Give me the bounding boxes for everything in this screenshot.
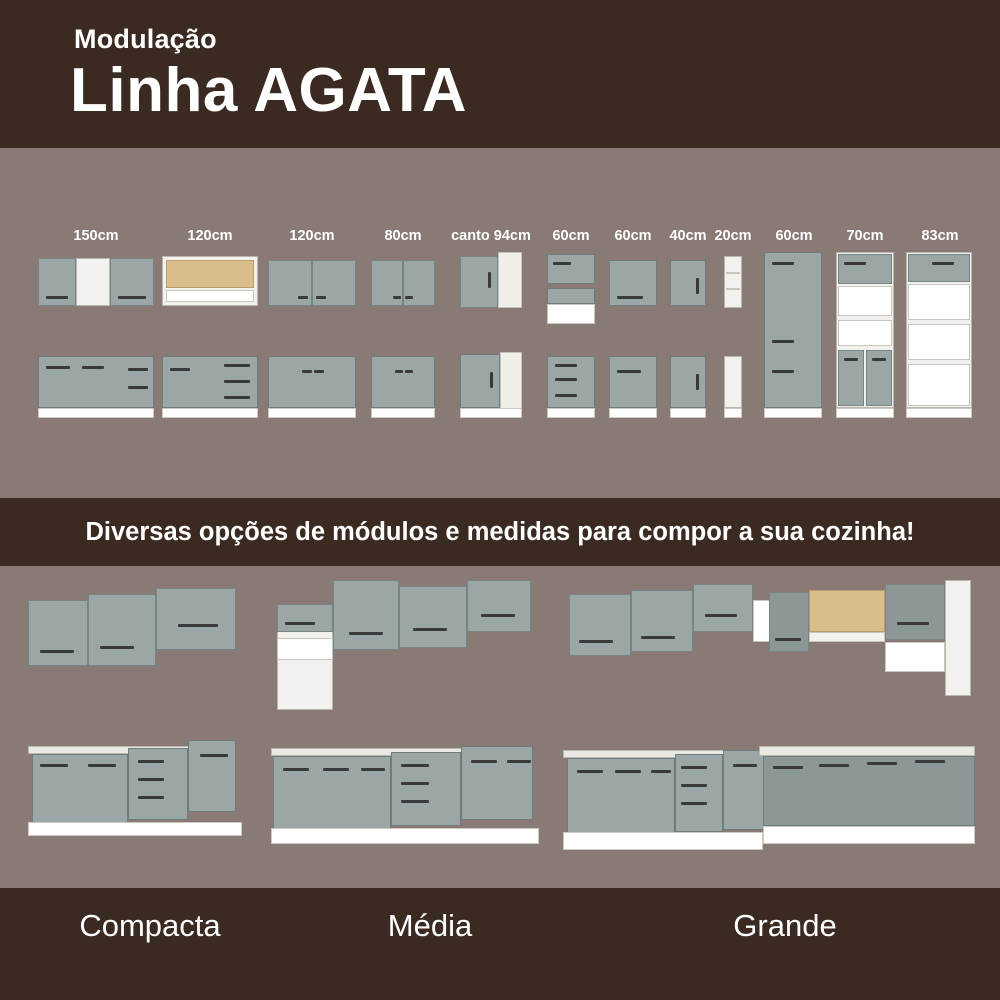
cabinet-door <box>399 586 467 648</box>
door-handle <box>617 296 643 299</box>
cabinet-plinth <box>836 408 894 418</box>
cabinet-body <box>128 748 188 820</box>
door-handle <box>867 762 897 765</box>
drawer-handle <box>224 364 250 367</box>
door-handle <box>488 272 491 288</box>
lower-run <box>28 734 236 844</box>
lower-cabinet-60b <box>609 356 657 418</box>
cabinet-door <box>268 260 312 306</box>
door-handle <box>772 370 794 373</box>
kitchen-label-media: Média <box>387 908 473 943</box>
upper-open-shelf-120 <box>162 256 258 306</box>
cabinet-door <box>403 260 435 306</box>
door-handle <box>772 340 794 343</box>
cabinet-side-panel <box>500 352 522 410</box>
door-handle <box>507 760 531 763</box>
module-size-label: 120cm <box>187 228 233 244</box>
drawer-handle <box>681 802 707 805</box>
cabinet-door <box>88 594 156 666</box>
door-handle <box>323 768 349 771</box>
footer-bar <box>0 888 1000 1000</box>
drawer-handle <box>138 778 164 781</box>
cabinet-door <box>769 592 809 652</box>
door-handle <box>915 760 945 763</box>
drawer-handle <box>681 766 707 769</box>
oven-niche <box>838 320 892 346</box>
door-handle <box>128 368 148 371</box>
lower-cabinet-40 <box>670 356 706 418</box>
module-size-label: 20cm <box>714 228 752 244</box>
door-handle <box>615 770 641 773</box>
upper-run <box>271 580 539 690</box>
open-shelf-unit <box>724 256 742 308</box>
door-handle <box>178 624 218 627</box>
modules-band <box>0 148 1000 498</box>
cabinet-plinth <box>28 822 242 836</box>
door-handle <box>844 262 866 265</box>
door-handle <box>118 296 146 299</box>
oven-niche <box>838 286 892 316</box>
cabinet-door <box>908 254 970 282</box>
drawer-handle <box>82 366 104 369</box>
shelf-board <box>726 288 740 290</box>
module-size-label: 83cm <box>921 228 959 244</box>
wood-panel <box>809 590 885 632</box>
cabinet-body <box>38 356 154 408</box>
cabinet-plinth <box>38 408 154 418</box>
cabinet-plinth <box>763 826 975 844</box>
cabinet-plinth <box>724 408 742 418</box>
cabinet-plinth <box>371 408 435 418</box>
cabinet-door <box>547 288 595 304</box>
upper-cabinet-40 <box>670 260 706 306</box>
upper-cabinet-80 <box>371 260 435 306</box>
drawer-handle <box>681 784 707 787</box>
door-handle <box>579 640 613 643</box>
door-handle <box>40 650 74 653</box>
cabinet-side-panel <box>498 252 522 308</box>
door-handle <box>170 368 190 371</box>
module-size-label: 60cm <box>552 228 590 244</box>
door-handle <box>395 370 403 373</box>
cabinet-door <box>371 260 403 306</box>
door-handle <box>577 770 603 773</box>
lower-cabinet-60-drawers <box>547 356 595 418</box>
door-handle <box>641 636 675 639</box>
cabinet-plinth <box>764 408 822 418</box>
door-handle <box>200 754 228 757</box>
kitchen-label-grande: Grande <box>733 908 837 943</box>
cabinet-body <box>460 354 500 408</box>
lower-corner-cabinet <box>460 354 522 418</box>
cabinet-door <box>838 254 892 284</box>
kitchen-compacta <box>20 566 270 886</box>
cabinet-door <box>547 254 595 284</box>
lower-run <box>563 736 977 856</box>
door-handle <box>349 632 383 635</box>
door-handle <box>897 622 929 625</box>
open-niche <box>277 638 333 660</box>
door-handle <box>88 764 116 767</box>
door-handle <box>696 278 699 294</box>
door-handle <box>651 770 671 773</box>
door-handle <box>283 768 309 771</box>
open-shelf-unit <box>724 356 742 408</box>
upper-cabinet-120 <box>268 260 356 306</box>
open-niche <box>547 304 595 324</box>
open-niche <box>908 324 970 360</box>
cabinet-door <box>693 584 753 632</box>
door-handle <box>298 296 308 299</box>
cabinet-door <box>333 580 399 650</box>
cabinet-door <box>609 260 657 306</box>
door-handle <box>46 296 68 299</box>
module-size-label: 40cm <box>669 228 707 244</box>
module-size-label: 60cm <box>775 228 813 244</box>
drawer-handle <box>555 378 577 381</box>
door-handle <box>314 370 324 373</box>
cabinet-door <box>312 260 356 306</box>
wood-panel <box>166 260 254 288</box>
upper-cabinet-60-stack <box>547 254 595 322</box>
cabinet-body <box>461 746 533 820</box>
cabinet-plinth <box>547 408 595 418</box>
cabinet-plinth <box>670 408 706 418</box>
cabinet-body <box>764 252 822 408</box>
cabinet-door <box>460 256 498 308</box>
drawer-handle <box>224 380 250 383</box>
cabinet-door <box>277 604 333 632</box>
shelf-board <box>726 272 740 274</box>
cabinet-plinth <box>906 408 972 418</box>
door-handle <box>361 768 385 771</box>
door-handle <box>393 296 401 299</box>
drawer-handle <box>224 396 250 399</box>
page-title: Linha AGATA <box>70 56 467 125</box>
door-handle <box>285 622 315 625</box>
drawer-handle <box>138 760 164 763</box>
lower-shelf-20 <box>724 356 742 418</box>
door-handle <box>490 372 493 388</box>
kitchen-media <box>265 566 545 886</box>
lower-run <box>271 738 539 848</box>
cabinet-plinth <box>268 408 356 418</box>
cabinet-open-section <box>76 258 110 306</box>
upper-run <box>28 588 236 666</box>
cabinet-door <box>670 260 706 306</box>
door-handle <box>872 358 886 361</box>
door-handle <box>471 760 497 763</box>
lower-cabinet-80 <box>371 356 435 418</box>
open-niche <box>885 642 945 672</box>
door-handle <box>773 766 803 769</box>
cabinet-door <box>885 584 945 640</box>
cabinet-body <box>670 356 706 408</box>
drawer-handle <box>138 796 164 799</box>
door-handle <box>302 370 312 373</box>
door-handle <box>844 358 858 361</box>
door-handle <box>733 764 757 767</box>
door-handle <box>405 370 413 373</box>
open-niche <box>908 364 970 406</box>
cabinet-plinth <box>162 408 258 418</box>
module-size-label: 150cm <box>73 228 119 244</box>
lower-cabinet-150 <box>38 356 154 418</box>
upper-cabinet-60b <box>609 260 657 306</box>
cabinet-body <box>268 356 356 408</box>
header-bar <box>0 0 1000 148</box>
cabinet-door <box>631 590 693 652</box>
door-handle <box>932 262 954 265</box>
cabinet-body <box>609 356 657 408</box>
kitchen-grande <box>555 566 985 886</box>
cabinet-door <box>156 588 236 650</box>
door-handle <box>316 296 326 299</box>
open-niche <box>908 284 970 320</box>
tall-oven-tower-70 <box>836 252 894 418</box>
cabinet-door <box>467 580 531 632</box>
upper-run <box>563 580 977 700</box>
lower-cabinet-120 <box>162 356 258 418</box>
tagline-text: Diversas opções de módulos e medidas para compor a sua cozinha! <box>85 518 915 546</box>
drawer-handle <box>401 800 429 803</box>
drawer-handle <box>46 366 70 369</box>
cabinet-plinth <box>271 828 539 844</box>
cabinet-body <box>723 750 767 830</box>
kitchen-label-compacta: Compacta <box>79 908 221 943</box>
kitchens-band <box>0 566 1000 888</box>
door-handle <box>553 262 571 265</box>
door-handle <box>413 628 447 631</box>
door-handle <box>481 614 515 617</box>
cabinet-body <box>371 356 435 408</box>
door-handle <box>819 764 849 767</box>
door-handle <box>128 386 148 389</box>
door-handle <box>617 370 641 373</box>
header-subtitle: Modulação <box>74 24 217 54</box>
cabinet-plinth <box>460 408 522 418</box>
tall-tower-83 <box>906 252 972 418</box>
door-handle <box>100 646 134 649</box>
tagline-banner <box>0 498 1000 566</box>
door-handle <box>40 764 68 767</box>
countertop <box>759 746 975 756</box>
drawer-handle <box>555 394 577 397</box>
cabinet-plinth <box>609 408 657 418</box>
drawer-handle <box>555 364 577 367</box>
cabinet-body <box>188 740 236 812</box>
drawer-handle <box>401 764 429 767</box>
tall-cabinet-60 <box>764 252 822 418</box>
door-handle <box>772 262 794 265</box>
cabinet-door <box>28 600 88 666</box>
upper-shelf-20 <box>724 256 742 308</box>
door-handle <box>696 374 699 390</box>
upper-corner-cabinet <box>460 252 522 308</box>
lower-cabinet-120b <box>268 356 356 418</box>
door-handle <box>405 296 413 299</box>
module-size-label: 80cm <box>384 228 422 244</box>
module-size-label: 70cm <box>846 228 884 244</box>
module-size-label: 60cm <box>614 228 652 244</box>
module-size-label: 120cm <box>289 228 335 244</box>
module-size-label: canto 94cm <box>451 228 531 244</box>
cabinet-plinth <box>563 832 763 850</box>
cabinet-door <box>569 594 631 656</box>
upper-cabinet-150 <box>38 258 154 306</box>
door-handle <box>775 638 801 641</box>
shelf-board <box>166 290 254 302</box>
tall-column <box>945 580 971 696</box>
drawer-handle <box>401 782 429 785</box>
shelf-board <box>809 632 885 642</box>
door-handle <box>705 614 737 617</box>
